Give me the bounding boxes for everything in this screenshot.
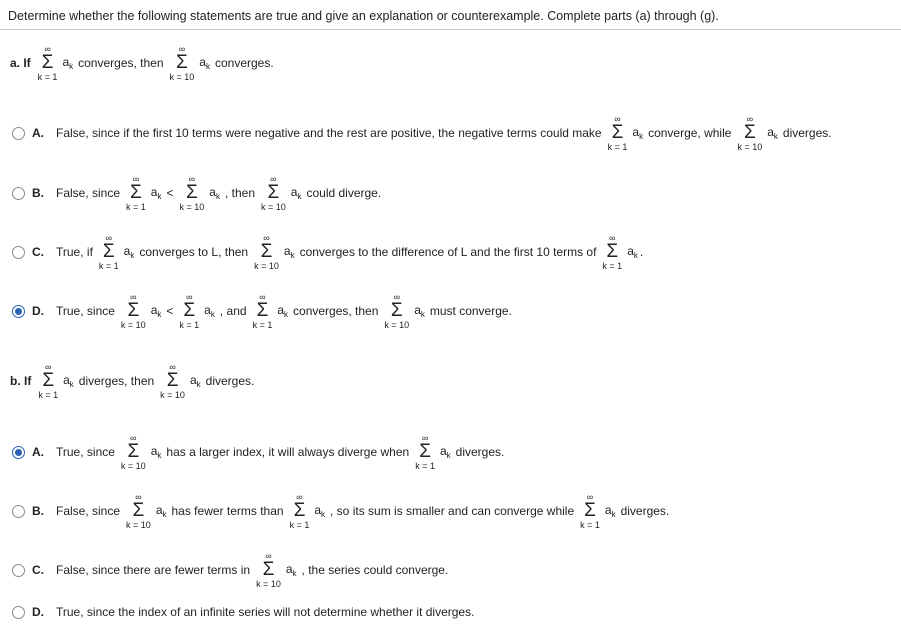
term-ak: $a_k$: [283, 244, 295, 260]
sum-k10: ∞ Σ k = 10: [120, 432, 146, 471]
sum-k10: ∞ Σ k = 10: [120, 291, 146, 330]
term-ak: $a_k$: [290, 185, 302, 201]
sum-k10: ∞ Σ k = 10: [179, 173, 205, 212]
term-ak: $a_k$: [439, 444, 451, 460]
term-ak: $a_k$: [150, 303, 162, 319]
radio-button-selected[interactable]: [12, 446, 25, 459]
part-b-option-d[interactable]: D. True, since the index of an infinite series will not determine whether it diverges.: [12, 592, 477, 632]
sum-k10: ∞ Σ k = 10: [160, 361, 185, 400]
sum-k1: ∞ Σ k = 1: [38, 361, 59, 400]
header-divider: [0, 29, 901, 30]
sum-k1: ∞ Σ k = 1: [126, 173, 146, 212]
term-ak: $a_k$: [277, 303, 289, 319]
part-b-label: b. If: [10, 374, 32, 388]
radio-button[interactable]: [12, 606, 25, 619]
sum-k1: ∞ Σ k = 1: [415, 432, 435, 471]
term-ak: $a_k$: [285, 562, 297, 578]
part-a-option-b[interactable]: B. False, since ∞ Σ k = 1 $a_k$ < ∞ Σ k = 10 $a_k$ , then ∞ Σ k = 10 $a_k$ could diverge.: [12, 173, 384, 213]
sum-k10: ∞ Σ k = 10: [169, 43, 195, 82]
term-ak: $a_k$: [604, 503, 616, 519]
term-ak: $a_k$: [62, 55, 74, 71]
question-header: [0, 0, 901, 32]
term-ak: $a_k$: [204, 303, 215, 319]
part-a-option-d[interactable]: D. True, since ∞ Σ k = 10 $a_k$ < ∞ Σ k = 1 $a_k$ , and ∞ Σ k = 1 $a_k$ converges, then ∞ Σ k = 10 $a_k$ must converge.: [12, 291, 515, 331]
term-ak: $a_k$: [314, 503, 326, 519]
sum-k10: ∞ Σ k = 10: [254, 232, 279, 271]
part-b-option-b[interactable]: B. False, since ∞ Σ k = 10 $a_k$ has fewer terms than ∞ Σ k = 1 $a_k$ , so its sum is smaller and can converge while ∞ Σ k = 1 $a_k$ diverges.: [12, 491, 672, 531]
radio-button-selected[interactable]: [12, 305, 25, 318]
term-ak: $a_k$: [767, 125, 778, 141]
instruction-text: Determine whether the following statements are true and give an explanation or counterexample. Complete parts (a) through (g).: [8, 9, 719, 23]
term-ak: $a_k$: [155, 503, 167, 519]
sum-k1: ∞ Σ k = 1: [289, 491, 310, 530]
term-ak: $a_k$: [63, 373, 74, 389]
sum-k1: ∞ Σ k = 1: [98, 232, 119, 271]
sum-k1: ∞ Σ k = 1: [37, 43, 58, 82]
term-ak: $a_k$: [123, 244, 135, 260]
term-ak: $a_k$: [150, 444, 162, 460]
part-b-option-a[interactable]: A. True, since ∞ Σ k = 10 $a_k$ has a larger index, it will always diverge when ∞ Σ k = 1 $a_k$ diverges.: [12, 432, 507, 472]
term-ak: $a_k$: [209, 185, 220, 201]
sum-k1: ∞ Σ k = 1: [179, 291, 200, 330]
term-ak: $a_k$: [414, 303, 425, 319]
radio-button[interactable]: [12, 187, 25, 200]
radio-button[interactable]: [12, 564, 25, 577]
sum-k1: ∞ Σ k = 1: [580, 491, 600, 530]
radio-button[interactable]: [12, 127, 25, 140]
sum-k10: ∞ Σ k = 10: [256, 550, 281, 589]
sum-k10: ∞ Σ k = 10: [261, 173, 286, 212]
radio-button[interactable]: [12, 246, 25, 259]
part-b-option-c[interactable]: C. False, since there are fewer terms in ∞ Σ k = 10 $a_k$ , the series could converge.: [12, 550, 451, 590]
sum-k10: ∞ Σ k = 10: [737, 113, 763, 152]
part-a-statement: a. If ∞ Σ k = 1 $a_k$ converges, then ∞ Σ k = 10 $a_k$ converges.: [10, 43, 274, 82]
sum-k1: ∞ Σ k = 1: [252, 291, 273, 330]
part-a-option-c[interactable]: C. True, if ∞ Σ k = 1 $a_k$ converges to L, then ∞ Σ k = 10 $a_k$ converges to the difference of L and the first 10 terms of ∞ Σ k = 1 $a_k$ .: [12, 232, 643, 272]
sum-k10: ∞ Σ k = 10: [126, 491, 151, 530]
sum-k1: ∞ Σ k = 1: [607, 113, 628, 152]
part-a-option-a[interactable]: A. False, since if the first 10 terms were negative and the rest are positive, the negative terms could make ∞ Σ k = 1 $a_k$ converge, while ∞ Σ k = 10 $a_k$ diverges.: [12, 113, 835, 153]
term-ak: $a_k$: [199, 55, 210, 71]
radio-button[interactable]: [12, 505, 25, 518]
sum-k1: ∞ Σ k = 1: [602, 232, 623, 271]
part-b-statement: b. If ∞ Σ k = 1 $a_k$ diverges, then ∞ Σ k = 10 $a_k$ diverges.: [10, 361, 255, 400]
term-ak: $a_k$: [150, 185, 162, 201]
sum-k10: ∞ Σ k = 10: [384, 291, 410, 330]
part-a-label: a. If: [10, 56, 31, 70]
term-ak: $a_k$: [189, 373, 201, 389]
term-ak: $a_k$: [632, 125, 644, 141]
term-ak: $a_k$: [627, 244, 638, 260]
